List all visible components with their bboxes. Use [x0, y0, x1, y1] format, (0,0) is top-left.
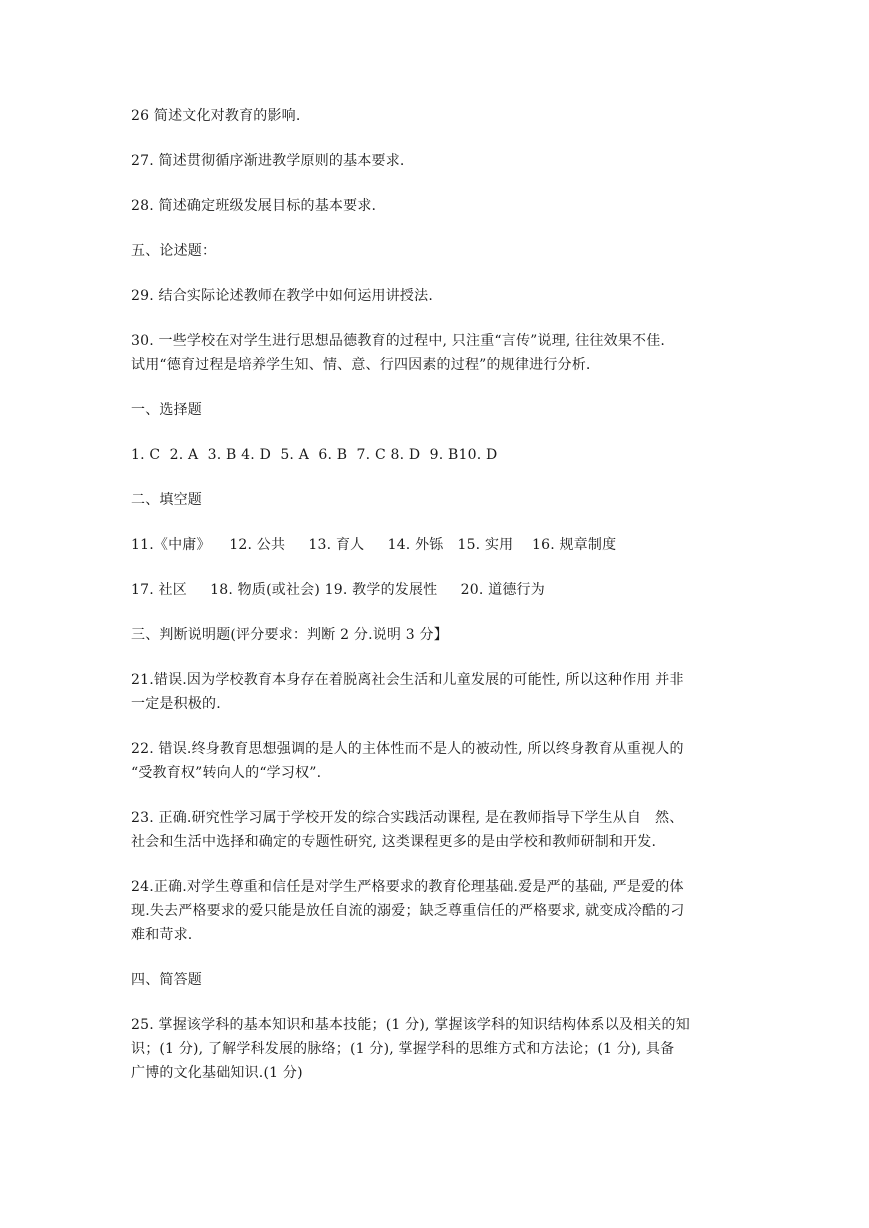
section-heading-essay: 五、论述题：: [131, 243, 217, 259]
answer-22: 22. 错误.终身教育思想强调的是人的主体性而不是人的被动性, 所以终身教育从重视人的 “受教育权”转向人的“学习权”.: [131, 741, 684, 781]
question-29: 29. 结合实际论述教师在教学中如何运用讲授法.: [131, 288, 433, 304]
document-body: [131, 104, 751, 1085]
answers-choice: 1. C 2. A 3. B 4. D 5. A 6. B 7. C 8. D 9. B10. D: [131, 447, 498, 463]
answer-21: 21.错误.因为学校教育本身存在着脱离社会生活和儿童发展的可能性, 所以这种作用 并非 一定是积极的.: [131, 672, 684, 712]
question-28: 28. 简述确定班级发展目标的基本要求.: [131, 198, 377, 214]
answer-24: 24.正确.对学生尊重和信任是对学生严格要求的教育伦理基础.爱是严的基础, 严是爱的体 现.失去严格要求的爱只能是放任自流的溺爱；缺乏尊重信任的严格要求, 就变成冷酷的刁 难和苛求.: [131, 879, 685, 943]
section-heading-fill: 二、填空题: [131, 492, 202, 508]
answer-23: 23. 正确.研究性学习属于学校开发的综合实践活动课程, 是在教师指导下学生从自 然、 社会和生活中选择和确定的专题性研究, 这类课程更多的是由学校和教师研制和开发.: [131, 810, 684, 850]
question-30: 30. 一些学校在对学生进行思想品德教育的过程中, 只注重“言传”说理, 往往效果不佳. 试用“德育过程是培养学生知、情、意、行四因素的过程”的规律进行分析.: [131, 333, 666, 373]
answers-fill-row-1: 11.《中庸》 12. 公共 13. 育人 14. 外铄 15. 实用 16. 规章制度: [131, 537, 617, 553]
section-heading-choice: 一、选择题: [131, 402, 202, 418]
answer-25: 25. 掌握该学科的基本知识和基本技能；(1 分), 掌握该学科的知识结构体系以及相关的知 识；(1 分), 了解学科发展的脉络；(1 分), 掌握学科的思维方式和方法论；(1 分), 具备 广博的文化基础知识.(1 分): [131, 1017, 690, 1081]
section-heading-short-answer: 四、简答题: [131, 972, 202, 988]
section-heading-judgement: 三、判断说明题(评分要求：判断 2 分.说明 3 分】: [131, 627, 448, 643]
question-26: 26 简述文化对教育的影响.: [131, 108, 301, 124]
answers-fill-row-2: 17. 社区 18. 物质(或社会) 19. 教学的发展性 20. 道德行为: [131, 582, 545, 598]
question-27: 27. 简述贯彻循序渐进教学原则的基本要求.: [131, 153, 405, 169]
